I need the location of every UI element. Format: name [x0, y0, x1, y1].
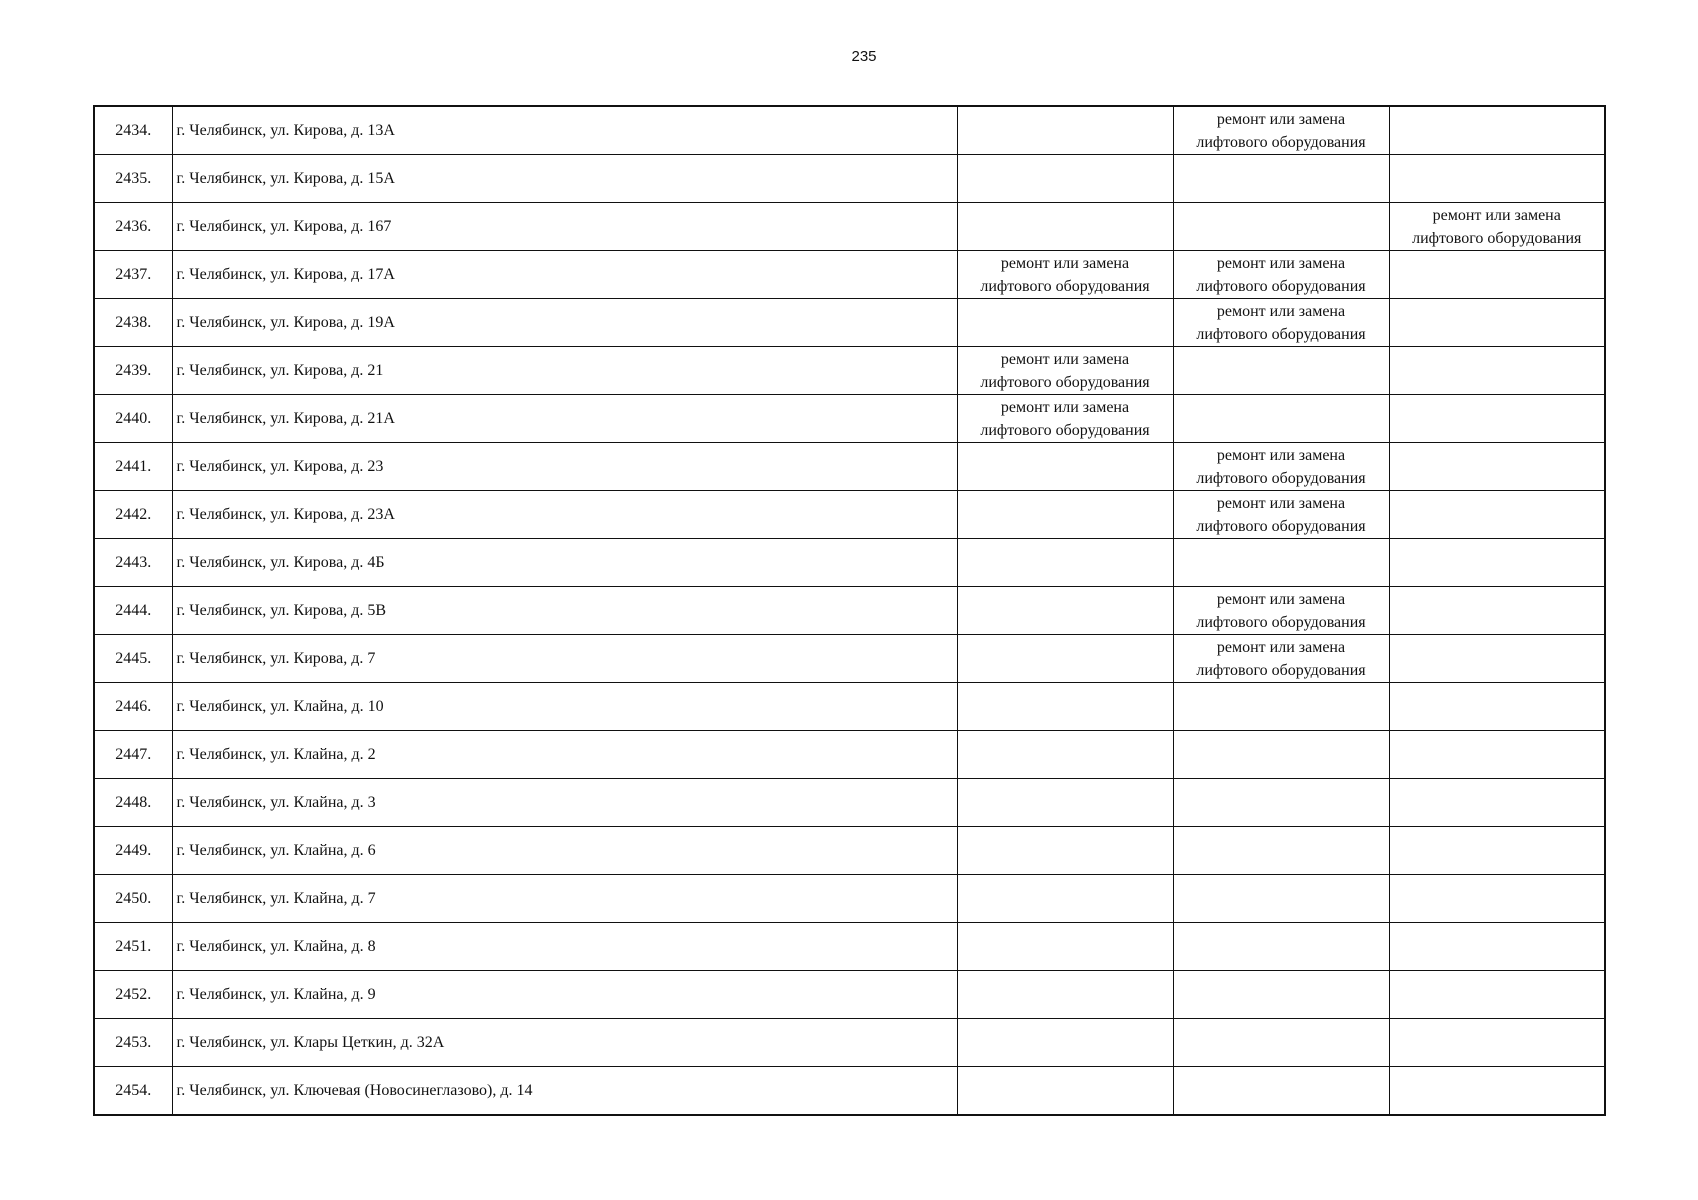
work-cell-col1 — [957, 875, 1173, 923]
address-cell: г. Челябинск, ул. Клайна, д. 2 — [172, 731, 957, 779]
table-body — [94, 106, 1605, 1115]
work-cell-col1: ремонт или замена лифтового оборудования — [957, 347, 1173, 395]
work-cell-col2 — [1173, 971, 1389, 1019]
table-row — [94, 251, 1605, 299]
address-cell: г. Челябинск, ул. Кирова, д. 13А — [172, 106, 957, 155]
work-cell-col2 — [1173, 683, 1389, 731]
work-cell-col1: ремонт или замена лифтового оборудования — [957, 251, 1173, 299]
work-cell-col1 — [957, 731, 1173, 779]
table-row — [94, 203, 1605, 251]
work-cell-col3 — [1389, 491, 1605, 539]
table-row — [94, 587, 1605, 635]
table-row — [94, 875, 1605, 923]
work-cell-col2 — [1173, 827, 1389, 875]
work-cell-col1 — [957, 539, 1173, 587]
work-cell-col1 — [957, 971, 1173, 1019]
table-row — [94, 635, 1605, 683]
work-cell-col3: ремонт или замена лифтового оборудования — [1389, 203, 1605, 251]
row-number: 2437. — [94, 251, 172, 299]
work-cell-col3 — [1389, 395, 1605, 443]
work-cell-col1 — [957, 587, 1173, 635]
work-cell-col3 — [1389, 923, 1605, 971]
row-number: 2440. — [94, 395, 172, 443]
address-cell: г. Челябинск, ул. Кирова, д. 4Б — [172, 539, 957, 587]
address-cell: г. Челябинск, ул. Кирова, д. 15А — [172, 155, 957, 203]
work-cell-col1 — [957, 299, 1173, 347]
work-cell-col2: ремонт или замена лифтового оборудования — [1173, 443, 1389, 491]
row-number: 2444. — [94, 587, 172, 635]
address-cell: г. Челябинск, ул. Кирова, д. 19А — [172, 299, 957, 347]
work-cell-col3 — [1389, 443, 1605, 491]
table-row — [94, 971, 1605, 1019]
work-cell-col3 — [1389, 1067, 1605, 1116]
work-cell-col1 — [957, 155, 1173, 203]
row-number: 2445. — [94, 635, 172, 683]
work-cell-col2: ремонт или замена лифтового оборудования — [1173, 299, 1389, 347]
row-number: 2452. — [94, 971, 172, 1019]
work-cell-col1 — [957, 203, 1173, 251]
address-cell: г. Челябинск, ул. Клары Цеткин, д. 32А — [172, 1019, 957, 1067]
work-cell-col2 — [1173, 1067, 1389, 1116]
address-cell: г. Челябинск, ул. Кирова, д. 5В — [172, 587, 957, 635]
table-row — [94, 299, 1605, 347]
row-number: 2453. — [94, 1019, 172, 1067]
row-number: 2450. — [94, 875, 172, 923]
table-row — [94, 683, 1605, 731]
table-row — [94, 106, 1605, 155]
address-cell: г. Челябинск, ул. Кирова, д. 17А — [172, 251, 957, 299]
table-row — [94, 827, 1605, 875]
row-number: 2439. — [94, 347, 172, 395]
table-row — [94, 443, 1605, 491]
table-row — [94, 347, 1605, 395]
row-number: 2446. — [94, 683, 172, 731]
work-cell-col1 — [957, 1067, 1173, 1116]
address-cell: г. Челябинск, ул. Клайна, д. 6 — [172, 827, 957, 875]
row-number: 2442. — [94, 491, 172, 539]
work-cell-col2 — [1173, 875, 1389, 923]
work-cell-col2: ремонт или замена лифтового оборудования — [1173, 491, 1389, 539]
row-number: 2438. — [94, 299, 172, 347]
address-cell: г. Челябинск, ул. Клайна, д. 3 — [172, 779, 957, 827]
work-cell-col3 — [1389, 827, 1605, 875]
work-cell-col2: ремонт или замена лифтового оборудования — [1173, 106, 1389, 155]
table-row — [94, 155, 1605, 203]
work-cell-col2 — [1173, 539, 1389, 587]
page-number: 235 — [851, 48, 877, 65]
row-number: 2449. — [94, 827, 172, 875]
table-row — [94, 395, 1605, 443]
work-cell-col3 — [1389, 683, 1605, 731]
work-cell-col3 — [1389, 299, 1605, 347]
work-cell-col2 — [1173, 347, 1389, 395]
address-cell: г. Челябинск, ул. Кирова, д. 7 — [172, 635, 957, 683]
work-cell-col3 — [1389, 155, 1605, 203]
work-cell-col3 — [1389, 731, 1605, 779]
row-number: 2443. — [94, 539, 172, 587]
address-cell: г. Челябинск, ул. Ключевая (Новосинеглазово), д. 14 — [172, 1067, 957, 1116]
address-cell: г. Челябинск, ул. Кирова, д. 21А — [172, 395, 957, 443]
address-cell: г. Челябинск, ул. Кирова, д. 23А — [172, 491, 957, 539]
row-number: 2441. — [94, 443, 172, 491]
row-number: 2454. — [94, 1067, 172, 1116]
work-cell-col1 — [957, 106, 1173, 155]
work-cell-col3 — [1389, 587, 1605, 635]
work-cell-col3 — [1389, 539, 1605, 587]
address-cell: г. Челябинск, ул. Клайна, д. 10 — [172, 683, 957, 731]
work-cell-col1 — [957, 779, 1173, 827]
work-cell-col3 — [1389, 635, 1605, 683]
repair-schedule-table — [93, 105, 1606, 1116]
work-cell-col1 — [957, 923, 1173, 971]
row-number: 2447. — [94, 731, 172, 779]
table-row — [94, 923, 1605, 971]
work-cell-col3 — [1389, 971, 1605, 1019]
work-cell-col2 — [1173, 395, 1389, 443]
work-cell-col2: ремонт или замена лифтового оборудования — [1173, 587, 1389, 635]
table-row — [94, 1019, 1605, 1067]
work-cell-col2 — [1173, 731, 1389, 779]
address-cell: г. Челябинск, ул. Клайна, д. 7 — [172, 875, 957, 923]
row-number: 2436. — [94, 203, 172, 251]
work-cell-col3 — [1389, 106, 1605, 155]
address-cell: г. Челябинск, ул. Кирова, д. 23 — [172, 443, 957, 491]
work-cell-col2 — [1173, 1019, 1389, 1067]
work-cell-col1 — [957, 443, 1173, 491]
row-number: 2435. — [94, 155, 172, 203]
table-row — [94, 539, 1605, 587]
address-cell: г. Челябинск, ул. Клайна, д. 9 — [172, 971, 957, 1019]
work-cell-col2: ремонт или замена лифтового оборудования — [1173, 635, 1389, 683]
work-cell-col3 — [1389, 779, 1605, 827]
address-cell: г. Челябинск, ул. Кирова, д. 21 — [172, 347, 957, 395]
work-cell-col1 — [957, 683, 1173, 731]
row-number: 2451. — [94, 923, 172, 971]
work-cell-col3 — [1389, 1019, 1605, 1067]
address-cell: г. Челябинск, ул. Клайна, д. 8 — [172, 923, 957, 971]
table-row — [94, 491, 1605, 539]
row-number: 2434. — [94, 106, 172, 155]
address-cell: г. Челябинск, ул. Кирова, д. 167 — [172, 203, 957, 251]
work-cell-col1 — [957, 827, 1173, 875]
work-cell-col2 — [1173, 155, 1389, 203]
work-cell-col2 — [1173, 779, 1389, 827]
table-row — [94, 779, 1605, 827]
work-cell-col2 — [1173, 923, 1389, 971]
work-cell-col3 — [1389, 251, 1605, 299]
table-row — [94, 1067, 1605, 1116]
work-cell-col3 — [1389, 875, 1605, 923]
work-cell-col1 — [957, 635, 1173, 683]
row-number: 2448. — [94, 779, 172, 827]
work-cell-col2 — [1173, 203, 1389, 251]
work-cell-col1 — [957, 491, 1173, 539]
work-cell-col3 — [1389, 347, 1605, 395]
work-cell-col1 — [957, 1019, 1173, 1067]
work-cell-col1: ремонт или замена лифтового оборудования — [957, 395, 1173, 443]
work-cell-col2: ремонт или замена лифтового оборудования — [1173, 251, 1389, 299]
table-row — [94, 731, 1605, 779]
